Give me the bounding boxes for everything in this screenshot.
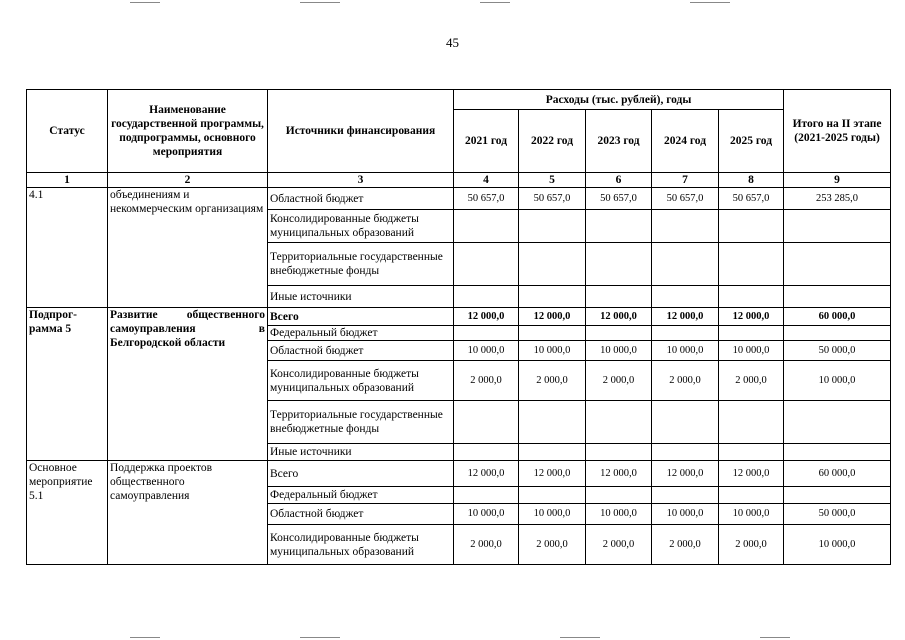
- value-cell: 12 000,0: [652, 308, 719, 326]
- scan-artifact: [130, 2, 160, 3]
- total-value-cell: [784, 444, 891, 461]
- header-program-name: Наименование государственной программы, подпрограммы, основного мероприятия: [108, 90, 268, 173]
- value-cell: [454, 444, 519, 461]
- value-cell: 2 000,0: [454, 361, 519, 401]
- value-cell: [586, 243, 652, 286]
- total-value-cell: [784, 243, 891, 286]
- value-cell: [652, 326, 719, 341]
- program-name-cell: объединениям и некоммерческим организациям: [108, 188, 268, 308]
- value-cell: 10 000,0: [586, 341, 652, 361]
- header-sources: Источники финансирования: [268, 90, 454, 173]
- value-cell: [719, 444, 784, 461]
- value-cell: [586, 286, 652, 308]
- scan-artifact: [130, 637, 160, 638]
- value-cell: [454, 401, 519, 444]
- status-cell: Основное мероприятие 5.1: [27, 461, 108, 565]
- value-cell: 2 000,0: [652, 525, 719, 565]
- header-status: Статус: [27, 90, 108, 173]
- value-cell: [652, 243, 719, 286]
- value-cell: 50 657,0: [586, 188, 652, 210]
- value-cell: 2 000,0: [586, 525, 652, 565]
- value-cell: 2 000,0: [519, 525, 586, 565]
- value-cell: 12 000,0: [454, 461, 519, 487]
- value-cell: [454, 326, 519, 341]
- value-cell: 50 657,0: [519, 188, 586, 210]
- header-year: 2023 год: [586, 110, 652, 173]
- value-cell: 2 000,0: [586, 361, 652, 401]
- value-cell: 10 000,0: [519, 341, 586, 361]
- value-cell: [586, 444, 652, 461]
- program-name-cell: Поддержка проектов общественного самоуправления: [108, 461, 268, 565]
- value-cell: [719, 487, 784, 504]
- value-cell: 12 000,0: [586, 308, 652, 326]
- value-cell: 12 000,0: [519, 308, 586, 326]
- status-cell: Подпрог-рамма 5: [27, 308, 108, 461]
- column-number: 5: [519, 173, 586, 188]
- value-cell: 10 000,0: [586, 504, 652, 525]
- value-cell: [586, 210, 652, 243]
- value-cell: [454, 210, 519, 243]
- value-cell: [454, 487, 519, 504]
- value-cell: [454, 286, 519, 308]
- total-value-cell: 60 000,0: [784, 308, 891, 326]
- source-cell: Всего: [268, 461, 454, 487]
- header-expenses: Расходы (тыс. рублей), годы: [454, 90, 784, 110]
- financing-table: [26, 89, 891, 565]
- value-cell: [652, 210, 719, 243]
- total-value-cell: 253 285,0: [784, 188, 891, 210]
- header-total: Итого на II этапе (2021-2025 годы): [784, 90, 891, 173]
- total-value-cell: 60 000,0: [784, 461, 891, 487]
- column-number: 1: [27, 173, 108, 188]
- source-cell: Территориальные государственные внебюджетные фонды: [268, 401, 454, 444]
- value-cell: [719, 210, 784, 243]
- value-cell: 12 000,0: [454, 308, 519, 326]
- scan-artifact: [560, 637, 600, 638]
- value-cell: [519, 243, 586, 286]
- source-cell: Консолидированные бюджеты муниципальных образований: [268, 525, 454, 565]
- value-cell: 12 000,0: [586, 461, 652, 487]
- value-cell: 10 000,0: [652, 504, 719, 525]
- table-row: [27, 188, 891, 210]
- total-value-cell: [784, 401, 891, 444]
- value-cell: [719, 326, 784, 341]
- value-cell: 2 000,0: [719, 525, 784, 565]
- value-cell: 10 000,0: [652, 341, 719, 361]
- header-year: 2022 год: [519, 110, 586, 173]
- source-cell: Иные источники: [268, 286, 454, 308]
- value-cell: 2 000,0: [454, 525, 519, 565]
- value-cell: [652, 444, 719, 461]
- value-cell: 2 000,0: [719, 361, 784, 401]
- source-cell: Консолидированные бюджеты муниципальных образований: [268, 361, 454, 401]
- source-cell: Федеральный бюджет: [268, 326, 454, 341]
- source-cell: Областной бюджет: [268, 188, 454, 210]
- total-value-cell: 50 000,0: [784, 341, 891, 361]
- total-value-cell: [784, 326, 891, 341]
- total-value-cell: [784, 487, 891, 504]
- source-cell: Всего: [268, 308, 454, 326]
- value-cell: 10 000,0: [454, 341, 519, 361]
- total-value-cell: 10 000,0: [784, 525, 891, 565]
- value-cell: [519, 487, 586, 504]
- value-cell: [519, 286, 586, 308]
- value-cell: [519, 326, 586, 341]
- value-cell: [652, 487, 719, 504]
- value-cell: [519, 444, 586, 461]
- total-value-cell: [784, 210, 891, 243]
- value-cell: 12 000,0: [652, 461, 719, 487]
- source-cell: Территориальные государственные внебюджетные фонды: [268, 243, 454, 286]
- scan-artifact: [300, 2, 340, 3]
- table-row: [27, 461, 891, 487]
- value-cell: 50 657,0: [719, 188, 784, 210]
- value-cell: 12 000,0: [719, 461, 784, 487]
- value-cell: 12 000,0: [719, 308, 784, 326]
- value-cell: 12 000,0: [519, 461, 586, 487]
- column-number: 8: [719, 173, 784, 188]
- table-row: [27, 308, 891, 326]
- header-year: 2025 год: [719, 110, 784, 173]
- header-year: 2024 год: [652, 110, 719, 173]
- column-number: 4: [454, 173, 519, 188]
- value-cell: 2 000,0: [519, 361, 586, 401]
- value-cell: [519, 401, 586, 444]
- value-cell: [519, 210, 586, 243]
- value-cell: [454, 243, 519, 286]
- table-header: [27, 90, 891, 188]
- value-cell: 10 000,0: [719, 341, 784, 361]
- table-body: [27, 188, 891, 565]
- value-cell: [652, 401, 719, 444]
- value-cell: 10 000,0: [719, 504, 784, 525]
- column-number: 6: [586, 173, 652, 188]
- value-cell: [719, 286, 784, 308]
- source-cell: Областной бюджет: [268, 504, 454, 525]
- page-number: 45: [446, 35, 459, 50]
- value-cell: [586, 487, 652, 504]
- source-cell: Федеральный бюджет: [268, 487, 454, 504]
- total-value-cell: 50 000,0: [784, 504, 891, 525]
- scan-artifact: [300, 637, 340, 638]
- header-year: 2021 год: [454, 110, 519, 173]
- total-value-cell: 10 000,0: [784, 361, 891, 401]
- value-cell: 50 657,0: [454, 188, 519, 210]
- value-cell: [719, 243, 784, 286]
- total-value-cell: [784, 286, 891, 308]
- column-number: 3: [268, 173, 454, 188]
- value-cell: 2 000,0: [652, 361, 719, 401]
- scan-artifact: [690, 2, 730, 3]
- scan-artifact: [480, 2, 510, 3]
- column-number: 9: [784, 173, 891, 188]
- column-number: 2: [108, 173, 268, 188]
- status-cell: 4.1: [27, 188, 108, 308]
- value-cell: 10 000,0: [454, 504, 519, 525]
- value-cell: [652, 286, 719, 308]
- value-cell: [719, 401, 784, 444]
- value-cell: [586, 401, 652, 444]
- program-name-cell: Развитие общественного самоуправления в Белгородской области: [108, 308, 268, 461]
- source-cell: Консолидированные бюджеты муниципальных образований: [268, 210, 454, 243]
- scan-artifact: [760, 637, 790, 638]
- source-cell: Иные источники: [268, 444, 454, 461]
- value-cell: 10 000,0: [519, 504, 586, 525]
- column-number: 7: [652, 173, 719, 188]
- value-cell: 50 657,0: [652, 188, 719, 210]
- value-cell: [586, 326, 652, 341]
- source-cell: Областной бюджет: [268, 341, 454, 361]
